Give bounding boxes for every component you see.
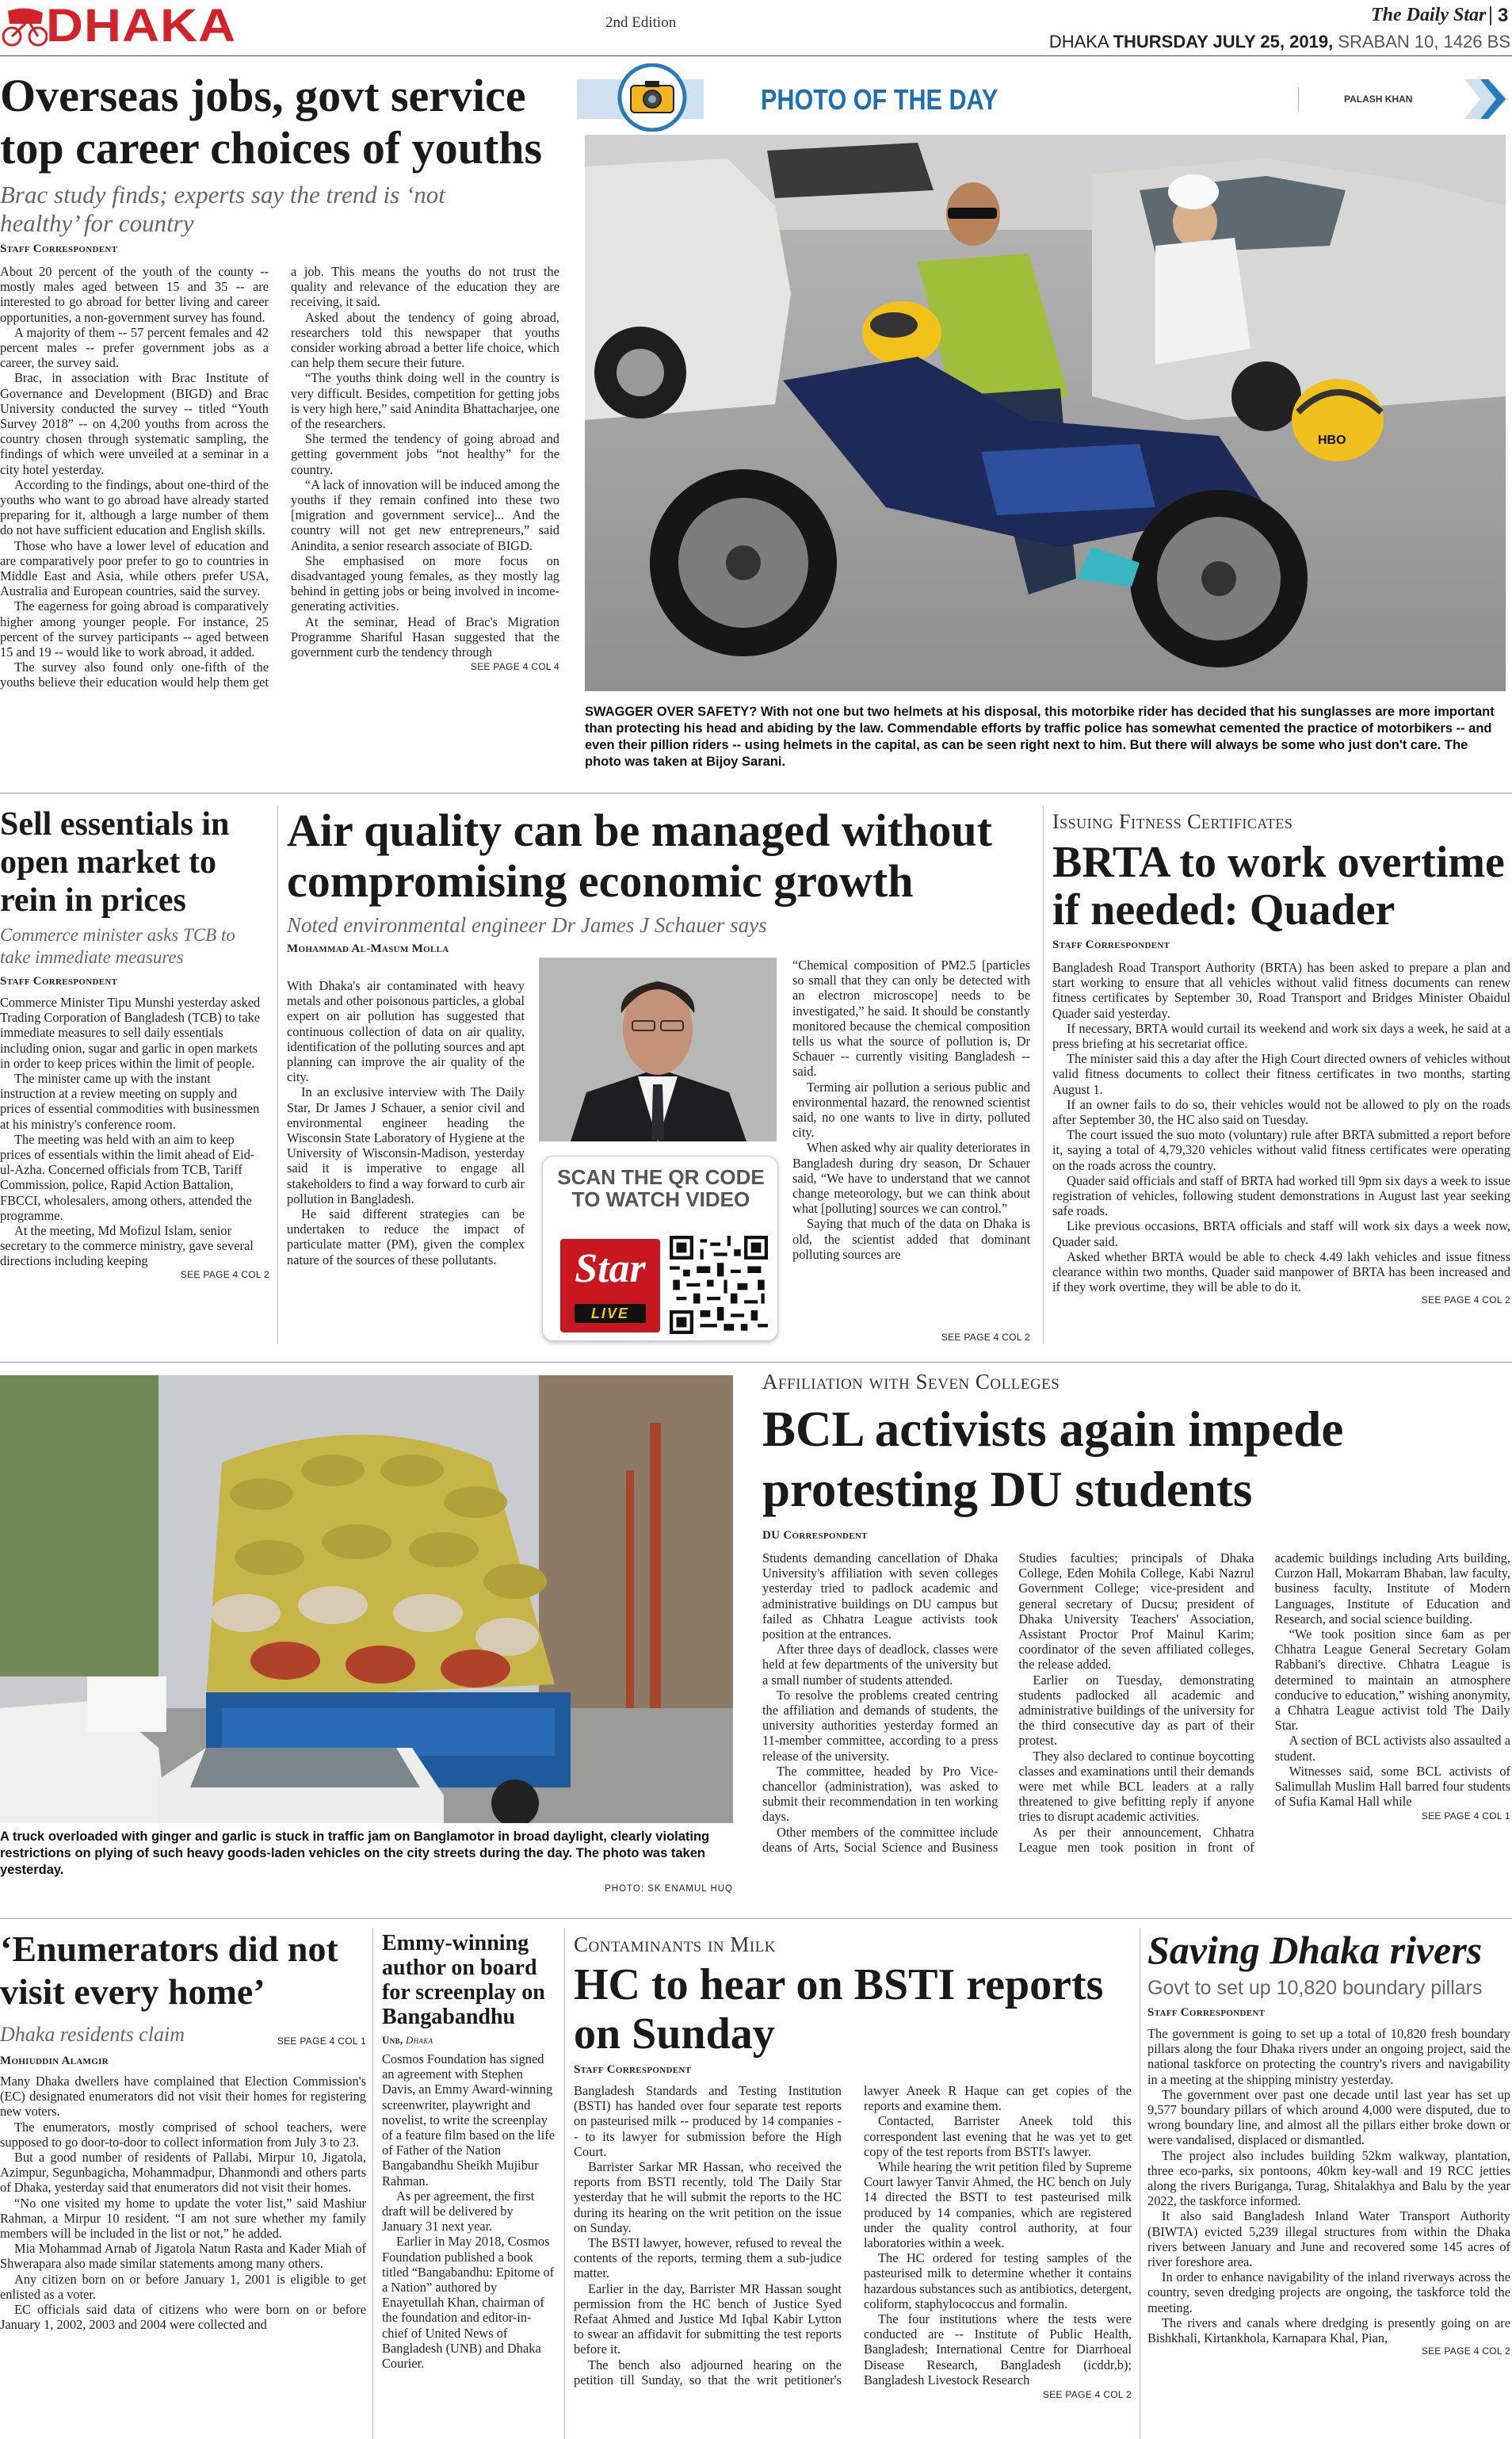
- rickshaw-icon: [2, 6, 48, 48]
- section-title: DHAKA: [46, 0, 237, 52]
- photo-caption: A truck overloaded with ginger and garlic is stuck in traffic jam on Banglamotor in broad daylight, clearly violating restrictions on plying of such heavy goods-laden vehicles on the city streets during the day. The photo was taken yesterday.: [0, 1829, 710, 1877]
- headline: ‘Enumerators did not visit every home’: [0, 1929, 338, 2012]
- qr-video-box[interactable]: [542, 1156, 778, 1341]
- article-body-col3: [792, 958, 1030, 1262]
- paragraph: The committee, headed by Pro Vice-chancellor (administration), was asked to submit their recommendation in ten working days.: [762, 1763, 998, 1825]
- camera-icon: [609, 63, 696, 132]
- paragraph: Witnesses said, some BCL activists of Salimullah Muslim Hall barred four students of Sufia Kamal Hall while: [1274, 1763, 1510, 1810]
- headline: BCL activists again impede protesting DU students: [762, 1401, 1344, 1517]
- paragraph: The enumerators, mostly comprised of school teachers, were supposed to go door-to-door to collect information from July 3 to 23.: [0, 2119, 366, 2150]
- edition-label: 2nd Edition: [605, 14, 677, 31]
- paragraph: They also declared to continue boycotting classes and examinations until their demands were met while BCL leaders at a rally threatened to give befitting reply if anyone tries to disrupt academic activities.: [1018, 1748, 1254, 1825]
- paragraph: She emphasised on more focus on disadvantaged young females, as they mostly lag behind in getting jobs or being involved in income-generating activities.: [291, 552, 559, 614]
- story-emmy: [382, 1931, 556, 2439]
- paragraph: After three days of deadlock, classes were held at few departments of the university but a small number of students attended.: [762, 1642, 998, 1688]
- paragraph: “A lack of innovation will be induced among the youths if they remain confined into these two [migration and government service]... And the country will not get new entrepreneurs,” said Anindita, a senior research associate of BIGD.: [291, 476, 559, 553]
- article-body: [1147, 2026, 1510, 2345]
- paragraph: “No one visited my home to update the voter list,” said Mashiur Rahman, a Mirpur 10 resident. “I am not sure whether my family members will be included in the list or not,” he added.: [0, 2195, 366, 2242]
- paragraph: The court issued the suo moto (voluntary) rule after BRTA submitted a report before it, saying a total of 4,79,320 vehicles without valid fitness certificates were operating on the roads across the country.: [1052, 1127, 1510, 1173]
- story-air-quality: [287, 805, 1035, 1344]
- column-rule: [277, 805, 278, 1344]
- paragraph: It also said Bangladesh Inland Water Transport Authority (BIWTA) evicted 5,239 illegal structures from within the Dhaka rivers between January and June and recovered some 145 acres of river foreshore area.: [1147, 2208, 1510, 2270]
- paragraph: Any citizen born on or before January 1, 2001 is eligible to get enlisted as a voter.: [0, 2271, 366, 2302]
- byline-city: Dhaka: [405, 2034, 433, 2046]
- paragraph: As per agreement, the first draft will be delivered by January 31 next year.: [382, 2188, 535, 2234]
- paragraph: The minister came up with the instant instruction at a review meeting on supply and prices of essential commodities with businessmen at his ministry's conference room.: [0, 1071, 260, 1132]
- truck-photo: [0, 1375, 733, 1823]
- byline: Mohammad Al-Masum Molla: [287, 942, 449, 955]
- subheadline: Noted environmental engineer Dr James J Schauer says: [287, 913, 767, 937]
- paragraph: The rivers and canals where dredging is presently going on are Bishkhali, Kirtankhola, Karnapara Khal, Pian,: [1147, 2315, 1510, 2346]
- paragraph: The minister said this a day after the High Court directed owners of vehicles without valid fitness documents to collect their fitness certificates in two months, starting August 1.: [1052, 1051, 1510, 1097]
- paragraph: The bench also adjourned hearing on the petition till Sunday, so that the writ petitioner's lawyer Aneek R Haque can get copies of the reports and examine them.: [574, 2083, 1132, 2387]
- paragraph: About 20 percent of the youth of the county -- mostly males aged between 15 and 35 -- are interested to go abroad for better living and career opportunities, a non-government survey has found.: [0, 264, 269, 325]
- paragraph: Those who have a lower level of education and are comparatively poor prefer to go to countries in Middle East and Asia, while others prefer USA, Australia and European countries, said the survey.: [0, 537, 269, 599]
- paragraph: Bangladesh Road Transport Authority (BRTA) has been asked to prepare a plan and start working to ensure that all vehicles without valid fitness documents can renew fitness certificates by September 30, Road Transport and Bridges Minister Obaidul Quader said yesterday.: [1052, 960, 1510, 1021]
- qr-code[interactable]: [670, 1236, 768, 1334]
- column-rule: [372, 1928, 373, 2439]
- paper-logo: The Daily Star: [1371, 5, 1487, 25]
- paragraph: Asked whether BRTA would be able to check 4.49 lakh vehicles and issue fitness clearance within two months, Quader said manpower of BRTA has been increased and if they work overtime, they will be able to do it.: [1052, 1248, 1510, 1295]
- photo-caption: SWAGGER OVER SAFETY? With not one but two helmets at his disposal, this motorbike rider has decided that his sunglasses are more important than protecting his head and abiding by the law. Commendable efforts by traffic police has somewhat cemented the practice of motorbikers -- and even their pillion riders -- using helmets in the capital, as can be seen right next to him. But there will always be some who just don't care. The photo was taken at Bijoy Sarani.: [585, 705, 1495, 769]
- masthead: [0, 0, 1512, 55]
- paragraph: To resolve the problems created centring the affiliation and demands of students, the university authorities yesterday formed an 11-member committee, according to a press release of the university.: [762, 1687, 998, 1764]
- paragraph: But a good number of residents of Pallabi, Mirpur 10, Jigatola, Azimpur, Segunbagicha, Mohammadpur, Dhanmondi and others parts of Dhaka, yesterday said that enumerators did not visit their homes.: [0, 2150, 366, 2196]
- byline: Staff Correspondent: [574, 2063, 692, 2076]
- byline: Staff Correspondent: [0, 243, 118, 255]
- banner-divider: [1298, 87, 1299, 111]
- paragraph: While hearing the writ petition filed by Supreme Court lawyer Tanvir Ahmed, the HC bench on July 14 directed the BSTI to test pasteurised milk produced by 14 companies, which are registered under the quality control authority, at four laboratories within a week.: [864, 2159, 1132, 2251]
- subheadline: Commerce minister asks TCB to take immediate measures: [0, 925, 235, 967]
- article-body: [574, 2083, 1132, 2439]
- paragraph: “The youths think doing well in the country is very difficult. Besides, competition for getting jobs is very high here,” said Anindita Bhattacharjee, one of the researchers.: [291, 370, 559, 432]
- page-number: 3: [1498, 5, 1509, 26]
- dateline: [1038, 32, 1510, 52]
- paragraph: Quader said officials and staff of BRTA had worked till 9pm six days a week to issue registration of vehicles, following student demonstrations in August last year seeking safe roads.: [1052, 1172, 1510, 1219]
- paragraph: The government over past one decade until last year has set up 9,577 boundary pillars of which around 4,000 were disputed, due to wrong boundary line, and almost all the pillars either broke down or were vandalised, displaced or dismantled.: [1147, 2086, 1510, 2148]
- paragraph: As per their announcement, Chhatra League men took position in front of academic buildings including Arts building, Curzon Hall, Mokarram Bhaban, law faculty, business faculty, Institute of Modern Languages, Institute of Education and Research, and social science building.: [1018, 1550, 1510, 1855]
- masthead-rule: [0, 55, 1512, 56]
- paragraph: He said different strategies can be undertaken to reduce the impact of particulate matter (PM), given the complex nature of the sources of these pollutants.: [287, 1206, 525, 1267]
- byline: [382, 2034, 556, 2047]
- article-body: [762, 1550, 1510, 1899]
- byline-agency: Unb,: [382, 2034, 403, 2046]
- story-sell-essentials: [0, 805, 269, 1344]
- paragraph: She termed the tendency of going abroad and getting government jobs “not healthy” for the country.: [291, 431, 559, 477]
- subheadline: Govt to set up 10,820 boundary pillars: [1147, 1977, 1483, 1999]
- paragraph: Students demanding cancellation of Dhaka University's affiliation with seven colleges yesterday tried to padlock academic and administrative buildings on DU campus but failed as Chhatra League activists took position at the entrances.: [762, 1550, 998, 1642]
- byline: Mohiuddin Alamgir: [0, 2055, 109, 2067]
- paragraph: “Chemical composition of PM2.5 [particles so small that they can only be detected with an electron microscope] needs to be investigated,” he said. It should be constantly monitored because the chemical composition tells us what the source of pollution is, Dr Schauer -- currently visiting Bangladesh -- said.: [792, 958, 1030, 1080]
- star-logo-text: Star: [575, 1246, 646, 1291]
- masthead-divider: [1490, 6, 1491, 25]
- paragraph: Like previous occasions, BRTA officials and staff will work six days a week now, Quader said.: [1052, 1218, 1510, 1249]
- dateline-date: THURSDAY JULY 25, 2019,: [1113, 32, 1334, 52]
- article-body: [382, 2051, 556, 2400]
- byline: Staff Correspondent: [1052, 939, 1170, 951]
- article-body: [0, 264, 559, 787]
- headline: Air quality can be managed without compromising economic growth: [287, 805, 992, 907]
- banner-title: PHOTO OF THE DAY: [761, 83, 998, 116]
- paragraph: Saying that much of the data on Dhaka is old, the scientist added that dominant polluting sources are: [792, 1216, 1030, 1262]
- jump-link[interactable]: SEE PAGE 4 COL 2: [1421, 2345, 1510, 2357]
- article-body-col1: [287, 978, 525, 1267]
- byline: Staff Correspondent: [0, 975, 118, 988]
- paragraph: Other members of the committee include deans of Arts, Social Science and Business Studies faculties; principals of Dhaka College, Eden Mohila College, Kabi Nazrul Government College; vice-president and general secretary of Ducsu; president of Dhaka University Teachers' Association, Assistant Proctor Prof Mainul Karim; coordinator of the seven affiliated colleges, the release added.: [762, 1550, 1254, 1855]
- dateline-bangla-date: SRABAN 10, 1426 BS: [1338, 32, 1510, 52]
- paragraph: The survey also found only one-fifth of the youths believe their education would help them get a job. This means the youths do not trust the quality and relevance of the education they are receiving, it said.: [0, 264, 559, 690]
- headline: Sell essentials in open market to rein in prices: [0, 806, 230, 919]
- paragraph: Cosmos Foundation has signed an agreement with Stephen Davis, an Emmy Award-winning screenwriter, playwright and novelist, to write the screenplay of a feature film based on the life of Father of the Nation Bangabandhu Sheikh Mujibur Rahman.: [382, 2051, 555, 2189]
- headline: Overseas jobs, govt service top career choices of youths: [0, 70, 543, 174]
- story-enumerators: [0, 1928, 366, 2439]
- paragraph: The project also includes building 52km walkway, plantation, three eco-parks, six pontoons, 40km key-wall and 19 RCC jetties along the rivers Buriganga, Turag, Shitalakhya and Balu by the year 2022, the taskforce informed.: [1147, 2147, 1510, 2209]
- column-rule: [564, 1928, 565, 2439]
- paragraph: Earlier in May 2018, Cosmos Foundation published a book titled “Bangabandhu: Epitome of a Nation” authored by Enayetullah Khan, chairman of the foundation and editor-in-chief of United News of Bangladesh (UNB) and Dhaka Courier.: [382, 2234, 555, 2372]
- article-body: [0, 2074, 366, 2438]
- paragraph: Barrister Sarkar MR Hassan, who received the reports from BSTI recently, told The Daily Star yesterday that he will submit the reports to the HC during its hearing on the writ petition on the issue on Sunday.: [574, 2159, 842, 2235]
- story-dhaka-rivers: [1147, 1928, 1512, 2439]
- dateline-city: DHAKA: [1048, 32, 1109, 52]
- paragraph: At the meeting, Md Mofizul Islam, senior secretary to the commerce ministry, gave several directions including keeping: [0, 1223, 254, 1269]
- jump-link[interactable]: SEE PAGE 4 COL 2: [941, 1332, 1030, 1343]
- banner: [577, 79, 1508, 119]
- section-rule: [0, 1362, 1512, 1363]
- paragraph: With Dhaka's air contaminated with heavy metals and other poisonous particles, a global expert on air pollution has suggested that continuous collection of data on air quality, identification of the polluting sources and apt planning can improve the air quality of the city.: [287, 978, 525, 1085]
- kicker: Contaminants in Milk: [574, 1932, 777, 1956]
- headline: HC to hear on BSTI reports on Sunday: [574, 1960, 1104, 2059]
- story-brta: [1052, 810, 1512, 1349]
- story-bcl: [762, 1370, 1512, 1901]
- paragraph: The eagerness for going abroad is comparatively higher among younger people. For instance, 25 percent of the survey participants -- aged between 15 and 19 -- would like to work abroad, it added.: [0, 598, 269, 660]
- paragraph: Bangladesh Standards and Testing Institution (BSTI) has handed over four separate test reports on pasteurised milk -- produced by 14 companies -- to its lawyer for submission before the High Court.: [574, 2083, 842, 2159]
- headline: Emmy-winning author on board for screenplay on Bangabandhu: [382, 1931, 545, 2029]
- paragraph: In order to enhance navigability of the inland riverways across the country, seven dredging projects are ongoing, the taskforce told the meeting.: [1147, 2269, 1510, 2315]
- paragraph: The government is going to set up a total of 10,820 fresh boundary pillars along the four Dhaka rivers under an ongoing project, said the national taskforce on protecting the country's rivers and navigability in a meeting at the shipping ministry yesterday.: [1147, 2026, 1510, 2087]
- byline: DU Correspondent: [762, 1529, 868, 1542]
- paragraph: The BSTI lawyer, however, refused to reveal the contents of the reports, terming them a sub-judice matter.: [574, 2235, 842, 2281]
- paragraph: At the seminar, Head of Brac's Migration Programme Shariful Hasan suggested that the government curb the tendency through: [291, 614, 559, 660]
- photo-credit: PHOTO: SK ENAMUL HUQ: [605, 1884, 733, 1894]
- jump-link[interactable]: SEE PAGE 4 COL 1: [1421, 1810, 1510, 1822]
- paragraph: Contacted, Barrister Aneek told this correspondent last evening that he was yet to get copy of the test reports from BSTI's lawyer.: [864, 2113, 1132, 2159]
- paragraph: “We took position since 6am as per Chhatra League General Secretary Golam Rabbani's directive. Chhatra League is determined to maintain an atmosphere conducive to education,” wishing anonymity, a Chhatra League activist told The Daily Star.: [1274, 1627, 1510, 1734]
- byline: Staff Correspondent: [1147, 2006, 1266, 2019]
- article-body: [1052, 960, 1510, 1294]
- paragraph: A section of BCL activists also assaulted a student.: [1274, 1733, 1510, 1764]
- section-rule: [0, 1918, 1512, 1919]
- jump-link-top[interactable]: SEE PAGE 4 COL 1: [277, 2036, 366, 2047]
- helmet-text: HBO: [1318, 434, 1346, 447]
- article-body: [0, 995, 262, 1269]
- column-rule: [1043, 805, 1044, 1344]
- subheadline: Brac study finds; experts say the trend is ‘not healthy’ for country: [0, 181, 445, 237]
- jump-link[interactable]: SEE PAGE 4 COL 4: [470, 661, 559, 673]
- paragraph: Terming air pollution a serious public and environmental hazard, the renowned scientist said, no one wants to live in dirty, polluted city.: [792, 1079, 1030, 1141]
- paragraph: If an owner fails to do so, their vehicles would not be allowed to ply on the roads after September 30, the HC also said on Tuesday.: [1052, 1096, 1510, 1128]
- truck-photo-block: [0, 1375, 733, 1902]
- paragraph: In an exclusive interview with The Daily Star, Dr James J Schauer, a senior civil and environmental engineer heading the Wisconsin State Laboratory of Hygiene at the University of Wisconsin-Madison, yesterday said it is imperative to engage all stakeholders to find a way forward to curb air pollution in Bangladesh.: [287, 1084, 525, 1206]
- jump-link[interactable]: SEE PAGE 4 COL 2: [1042, 2389, 1132, 2401]
- paragraph: The HC ordered for testing samples of the pasteurised milk to determine whether it contains hazardous substances such as antibiotics, detergent, coliform, staphylococcus and formalin.: [864, 2250, 1132, 2311]
- paragraph: Earlier in the day, Barrister MR Hassan sought permission from the HC bench of Justice Syed Refaat Ahmed and Justice Md Iqbal Kabir Lytton to swear an affidavit for submitting the test reports before it.: [574, 2280, 842, 2357]
- paragraph: Many Dhaka dwellers have complained that Election Commission's (EC) designated enumerators did not visit their homes for registering new voters.: [0, 2074, 366, 2120]
- motorbike-photo: [585, 135, 1506, 691]
- paragraph: The meeting was held with an aim to keep prices of essentials within the limit ahead of Eid-ul-Azha. Concerned officials from TCB, Tariff Commission, police, Rapid Action Battalion, FBCCI, wholesalers, among others, attended the programme.: [0, 1131, 255, 1223]
- paragraph: Earlier on Tuesday, demonstrating students padlocked all academic and administrative buildings of the university for the third consecutive day as part of their protest.: [1018, 1672, 1254, 1749]
- paragraph: When asked why air quality deteriorates in Bangladesh during dry season, Dr Schauer said, “We have to understand that we cannot change meteorology, but we can think about what [polluting] sources we can control.”: [792, 1140, 1030, 1217]
- kicker: Issuing Fitness Certificates: [1052, 810, 1293, 833]
- story-bsti: [574, 1932, 1132, 2439]
- paragraph: According to the findings, about one-third of the youths who want to go abroad have already started preparing for it, although a large number of them do not have sufficient education and English skills.: [0, 476, 269, 538]
- paragraph: Mia Mohammad Arnab of Jigatola Natun Rasta and Kader Miah of Shwerapara also made similar statements among many others.: [0, 2241, 366, 2272]
- photo-of-the-day: [577, 63, 1512, 785]
- star-live-logo: [560, 1239, 660, 1332]
- photo-credit: PALASH KHAN: [1344, 94, 1413, 105]
- live-label: LIVE: [575, 1304, 646, 1323]
- jump-link[interactable]: SEE PAGE 4 COL 2: [180, 1268, 269, 1280]
- paragraph: EC officials said data of citizens who were born on or before January 1, 2002, 2003 and 2004 were collected and: [0, 2302, 366, 2333]
- jump-link[interactable]: SEE PAGE 4 COL 2: [1421, 1294, 1510, 1306]
- paragraph: If necessary, BRTA would curtail its weekend and work six days a week, he said at a press briefing at his secretariat office.: [1052, 1020, 1510, 1052]
- headline: BRTA to work overtime if needed: Quader: [1052, 838, 1505, 935]
- kicker: Affiliation with Seven Colleges: [762, 1370, 1060, 1393]
- headline: Saving Dhaka rivers: [1147, 1928, 1483, 1972]
- portrait-photo: [539, 958, 777, 1141]
- paragraph: Asked about the tendency of going abroad, researchers told this newspaper that youths consider working abroad a better life choice, which can help them secure their future.: [291, 309, 559, 371]
- qr-title: SCAN THE QR CODE TO WATCH VIDEO: [557, 1165, 765, 1211]
- story-overseas-jobs: [0, 70, 563, 783]
- subheadline: Dhaka residents claim: [0, 2023, 185, 2046]
- paragraph: Commerce Minister Tipu Munshi yesterday asked Trading Corporation of Bangladesh (TCB) to take immediate measures to sell daily essentials including onion, sugar and garlic in open markets in order to keep prices within the limit of people.: [0, 995, 261, 1071]
- paragraph: Brac, in association with Brac Institute of Governance and Development (BIGD) and Brac University conducted the survey -- titled “Youth Survey 2018” -- on 4,200 youths from across the country chosen through systematic sampling, the findings of which were unveiled at a seminar in a city hotel yesterday.: [0, 370, 269, 477]
- paragraph: A majority of them -- 57 percent females and 42 percent males -- prefer government jobs as a career, the survey said.: [0, 324, 269, 371]
- paragraph: The four institutions where the tests were conducted are -- Institute of Public Health, Bangladesh; International Centre for Diarrhoeal Disease Research, Bangladesh (icddr,b); Bangladesh Livestock Research: [864, 2311, 1132, 2387]
